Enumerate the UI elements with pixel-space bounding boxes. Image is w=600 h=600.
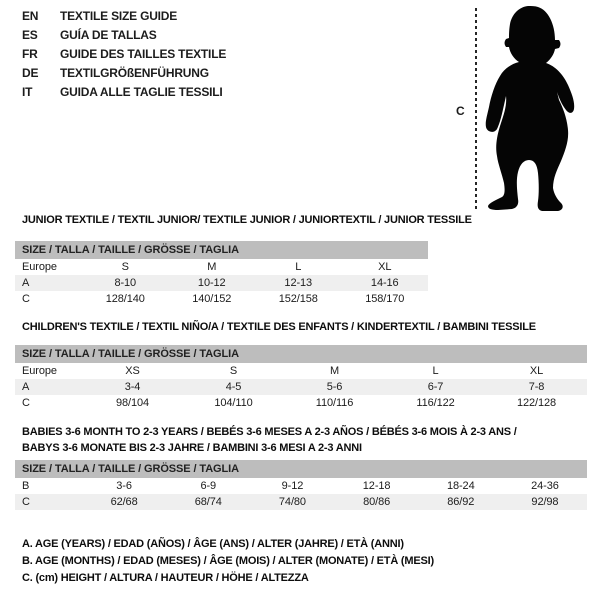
size-cell: 86/92 xyxy=(447,496,475,508)
language-title: GUIDA ALLE TAGLIE TESSILI xyxy=(60,85,223,99)
row-label: Europe xyxy=(22,365,57,377)
language-header xyxy=(22,7,226,102)
legend-line-c: C. (cm) HEIGHT / ALTURA / HAUTEUR / HÖHE / ALTEZZA xyxy=(22,571,309,584)
section-heading-babies xyxy=(22,425,562,456)
size-table-babies xyxy=(15,460,587,510)
table-row xyxy=(15,259,428,275)
size-cell: S xyxy=(121,261,129,273)
size-cell: 6-7 xyxy=(427,381,444,393)
height-measure-line xyxy=(475,8,477,210)
row-label: A xyxy=(22,277,30,289)
size-cell: 68/74 xyxy=(194,496,222,508)
size-cell: 12-18 xyxy=(362,480,391,492)
size-cell: 3-4 xyxy=(124,381,141,393)
table-row xyxy=(15,494,587,510)
table-row xyxy=(15,395,587,411)
size-cell: 140/152 xyxy=(192,293,232,305)
size-cell: 10-12 xyxy=(197,277,226,289)
section-heading-junior: JUNIOR TEXTILE / TEXTIL JUNIOR/ TEXTILE JUNIOR / JUNIORTEXTIL / JUNIOR TESSILE xyxy=(22,214,472,226)
table-row xyxy=(15,478,587,494)
legend xyxy=(22,536,434,586)
language-row xyxy=(22,26,226,45)
row-label: Europe xyxy=(22,261,57,273)
size-cell: 110/116 xyxy=(315,397,354,409)
size-cell: 7-8 xyxy=(528,381,545,393)
language-code: FR xyxy=(22,47,38,61)
table-header: SIZE / TALLA / TAILLE / GRÖSSE / TAGLIA xyxy=(15,345,587,363)
row-label: C xyxy=(22,496,30,508)
size-table-junior xyxy=(15,241,428,307)
legend-line-a: A. AGE (YEARS) / EDAD (AÑOS) / ÂGE (ANS) / ALTER (JAHRE) / ETÀ (ANNI) xyxy=(22,538,404,550)
size-cell: 62/68 xyxy=(110,496,138,508)
size-cell: 98/104 xyxy=(115,397,150,409)
row-label: A xyxy=(22,381,30,393)
table-row xyxy=(15,275,428,291)
size-cell: 4-5 xyxy=(225,381,242,393)
size-cell: 152/158 xyxy=(278,293,318,305)
size-cell: 92/98 xyxy=(531,496,559,508)
size-cell: 8-10 xyxy=(114,277,137,289)
section-heading-babies-line1: BABIES 3-6 MONTH TO 2-3 YEARS / BEBÉS 3-6 MESES A 2-3 AÑOS / BÉBÉS 3-6 MOIS À 2-3 ANS / xyxy=(22,426,517,438)
table-header: SIZE / TALLA / TAILLE / GRÖSSE / TAGLIA xyxy=(15,241,428,259)
language-row xyxy=(22,64,226,83)
size-cell: 74/80 xyxy=(278,496,306,508)
size-cell: M xyxy=(329,365,340,377)
size-cell: 104/110 xyxy=(214,397,253,409)
size-cell: S xyxy=(229,365,238,377)
size-cell: 9-12 xyxy=(281,480,304,492)
size-cell: 14-16 xyxy=(370,277,399,289)
size-cell: M xyxy=(207,261,217,273)
size-cell: 5-6 xyxy=(326,381,343,393)
language-row xyxy=(22,83,226,102)
language-title: GUIDE DES TAILLES TEXTILE xyxy=(60,47,227,61)
language-code: DE xyxy=(22,66,39,80)
size-cell: 6-9 xyxy=(200,480,217,492)
row-label: B xyxy=(22,480,30,492)
size-cell: XL xyxy=(529,365,544,377)
row-label: C xyxy=(22,397,30,409)
size-table-children xyxy=(15,345,587,411)
size-cell: XL xyxy=(378,261,392,273)
row-label: C xyxy=(22,293,30,305)
size-cell: 18-24 xyxy=(446,480,475,492)
section-heading-children: CHILDREN'S TEXTILE / TEXTIL NIÑO/A / TEXTILE DES ENFANTS / KINDERTEXTIL / BAMBINI TESSILE xyxy=(22,321,536,333)
language-title: GUÍA DE TALLAS xyxy=(60,28,157,42)
size-cell: L xyxy=(432,365,439,377)
table-row xyxy=(15,291,428,307)
size-cell: 24-36 xyxy=(531,480,559,492)
section-heading-babies-line2: BABYS 3-6 MONATE BIS 2-3 JAHRE / BAMBINI 3-6 MESI A 2-3 ANNI xyxy=(22,441,362,454)
toddler-silhouette-icon xyxy=(484,4,596,212)
size-cell: 80/86 xyxy=(363,496,391,508)
table-row xyxy=(15,379,587,395)
size-cell: 122/128 xyxy=(516,397,557,409)
size-cell: 3-6 xyxy=(116,480,132,492)
language-code: EN xyxy=(22,9,39,23)
language-code: IT xyxy=(22,85,33,99)
size-cell: 116/122 xyxy=(416,397,455,409)
size-cell: 158/170 xyxy=(365,293,405,305)
language-code: ES xyxy=(22,28,38,42)
height-measure-label: C xyxy=(456,104,465,118)
legend-line-b: B. AGE (MONTHS) / EDAD (MESES) / ÂGE (MOIS) / ALTER (MONATE) / ETÀ (MESI) xyxy=(22,554,434,567)
size-cell: XS xyxy=(125,365,140,377)
size-cell: L xyxy=(295,261,302,273)
language-title: TEXTILE SIZE GUIDE xyxy=(60,9,178,23)
language-row xyxy=(22,7,226,26)
size-cell: 12-13 xyxy=(284,277,313,289)
language-title: TEXTILGRÖßENFÜHRUNG xyxy=(60,66,209,80)
table-row xyxy=(15,363,587,379)
table-header: SIZE / TALLA / TAILLE / GRÖSSE / TAGLIA xyxy=(15,460,587,478)
size-cell: 128/140 xyxy=(105,293,145,305)
language-row xyxy=(22,45,226,64)
